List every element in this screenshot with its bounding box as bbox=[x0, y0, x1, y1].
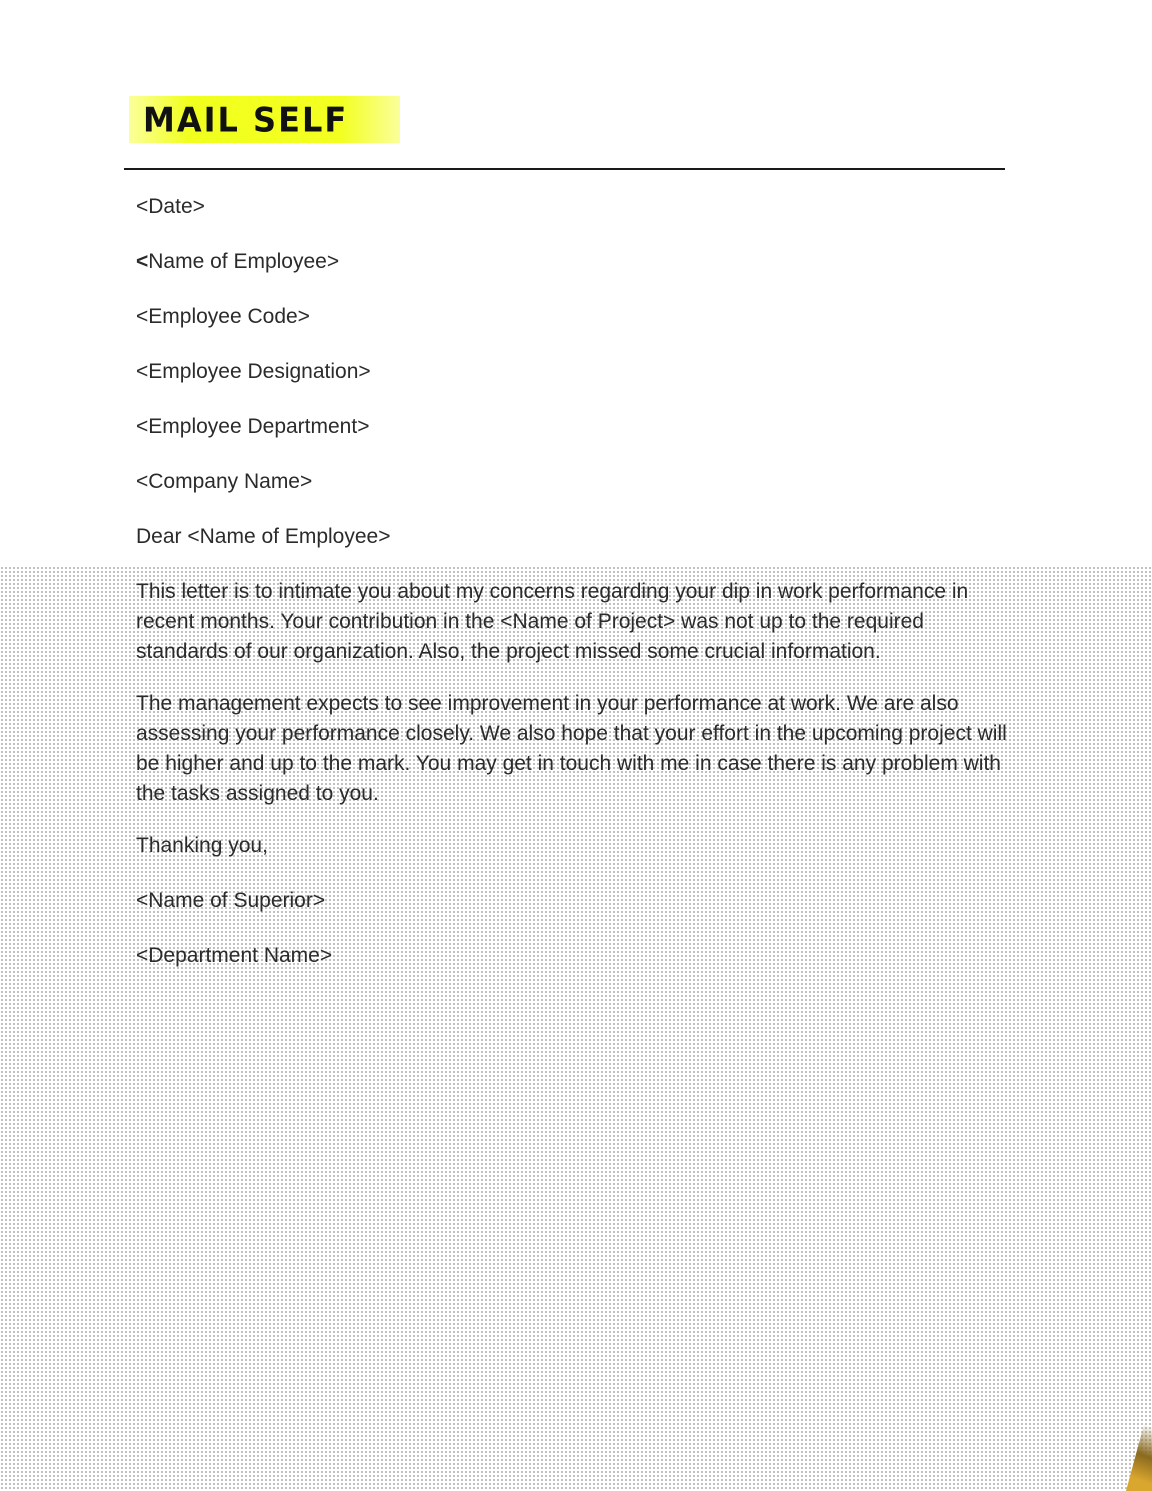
closing: Thanking you, bbox=[136, 834, 268, 857]
recipient-name-text: Name of Employee> bbox=[148, 250, 340, 273]
signature-department: <Department Name> bbox=[136, 944, 333, 967]
body-paragraph-1: This letter is to intimate you about my concerns regarding your dip in work performance in recent months. Your contribution in the <Name of Project> was not up to the required standards of our organization. Also, the project missed some crucial information. bbox=[136, 580, 969, 663]
salutation: Dear <Name of Employee> bbox=[136, 525, 391, 548]
recipient-department: <Employee Department> bbox=[136, 415, 370, 438]
mailself-logo bbox=[129, 96, 400, 143]
recipient-company: <Company Name> bbox=[136, 470, 313, 493]
recipient-designation: <Employee Designation> bbox=[136, 360, 371, 383]
header-divider bbox=[124, 168, 1005, 170]
logo-text: MAIL SELF bbox=[143, 99, 349, 140]
recipient-code: <Employee Code> bbox=[136, 305, 310, 328]
body-paragraph-2: The management expects to see improvement in your performance at work. We are also assessing your performance closely. We also hope that your effort in the upcoming project will be higher and up to the mark. You may get in touch with me in case there is any problem with the tasks assigned to you. bbox=[136, 692, 1007, 805]
recipient-name-bracket: < bbox=[136, 250, 149, 273]
recipient-name bbox=[136, 247, 1016, 277]
signature-superior: <Name of Superior> bbox=[136, 889, 326, 912]
letter-date: <Date> bbox=[136, 195, 205, 218]
letter-body bbox=[136, 192, 1016, 996]
